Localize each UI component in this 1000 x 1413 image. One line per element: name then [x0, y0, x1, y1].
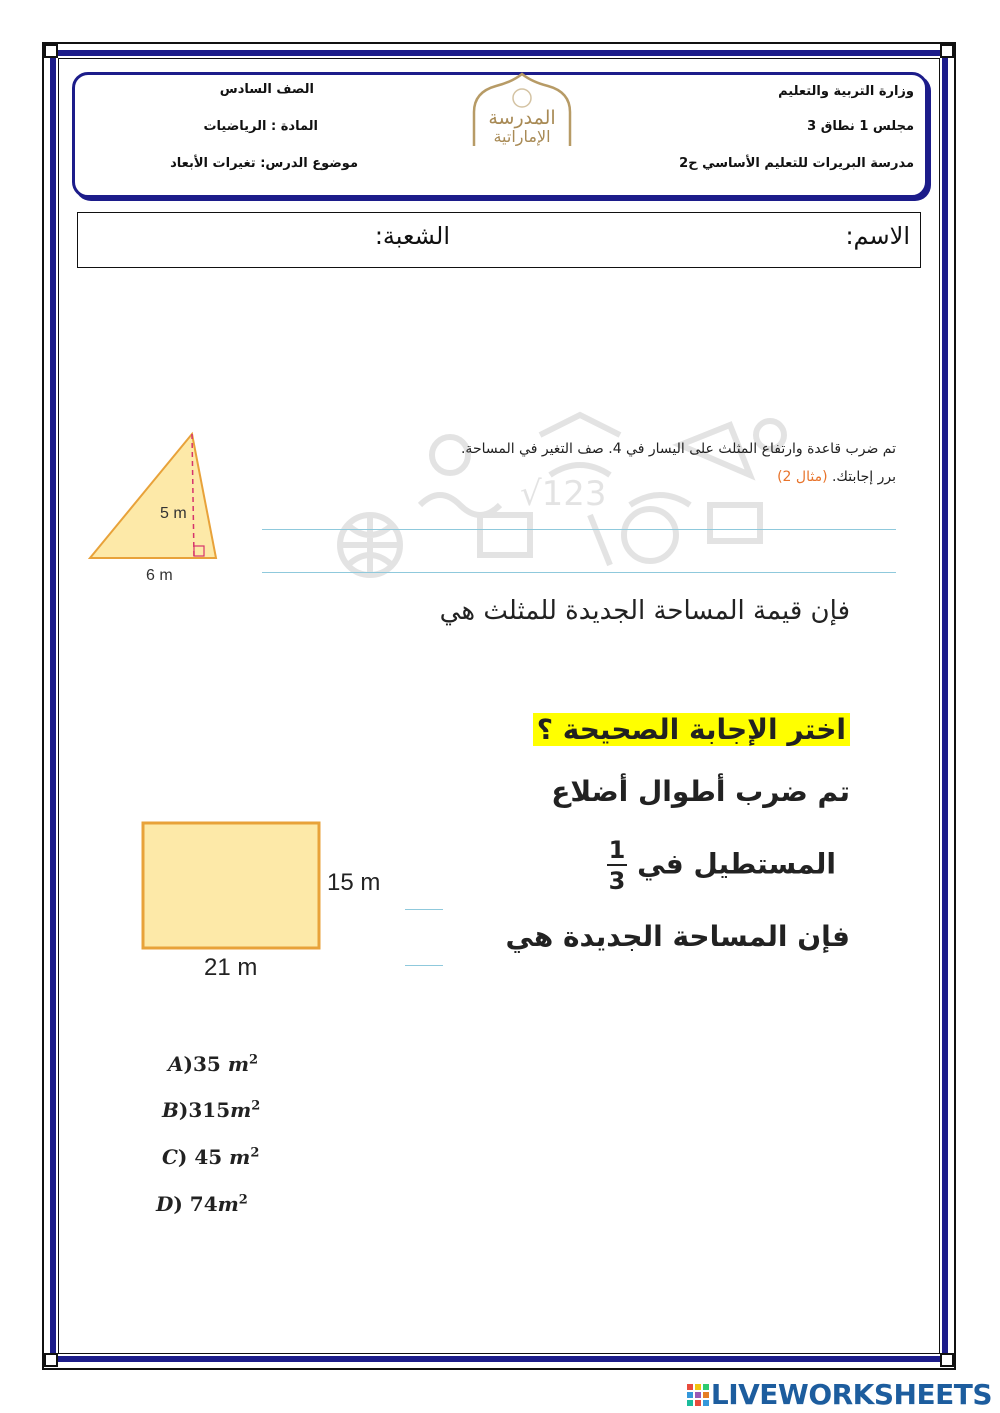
question2-instruction: [533, 713, 850, 746]
question2-line1: تم ضرب أطوال أضلاع: [551, 775, 850, 808]
svg-text:√123: √123: [520, 474, 607, 514]
option-c[interactable]: C) 45 $m^2$: [162, 1145, 260, 1169]
rectangle-shape: [143, 823, 319, 948]
grade-label: الصف السادس: [219, 82, 314, 97]
logo-text-line2: الإماراتية: [493, 127, 551, 146]
triangle-figure: [86, 428, 226, 588]
council-label: مجلس 1 نطاق 3: [807, 119, 914, 134]
name-label: الاسم:: [845, 222, 910, 250]
instruction-highlight: اختر الإجابة الصحيحة ؟: [533, 713, 850, 746]
rect-height-label: 15 m: [327, 869, 381, 896]
subject-label: المادة : الرياضيات: [203, 119, 318, 134]
lesson-topic-label: موضوع الدرس: تغيرات الأبعاد: [170, 156, 358, 171]
question2-line2: [597, 838, 836, 893]
question1-justify: [777, 469, 896, 485]
triangle-height-label: 5 m: [160, 505, 187, 522]
frame-corner: [940, 44, 954, 58]
short-answer-line[interactable]: [405, 909, 443, 910]
example-tag: (مثال 2): [777, 469, 828, 485]
short-answer-line[interactable]: [405, 965, 443, 966]
question1-statement: تم ضرب قاعدة وارتفاع المثلث على اليسار في 4. صف التغير في المساحة.: [460, 441, 896, 457]
triangle-base-label: 6 m: [146, 567, 173, 584]
school-label: مدرسة البريرات للتعليم الأساسي ح2: [679, 156, 914, 171]
education-watermark: [330, 395, 800, 600]
student-info-box: [77, 212, 921, 268]
option-d[interactable]: D) $74m^2$: [156, 1192, 248, 1216]
rectangle-figure: [140, 820, 390, 982]
liveworksheets-logo-icon: [687, 1384, 709, 1406]
frame-corner: [44, 44, 58, 58]
section-label: الشعبة:: [374, 222, 450, 250]
option-a[interactable]: A)35 $m^2$: [168, 1052, 259, 1076]
question2-line2-text: المستطيل في: [637, 847, 836, 881]
frame-corner: [940, 1353, 954, 1367]
answer-line[interactable]: [262, 529, 896, 530]
fraction-numerator: 1: [608, 836, 626, 864]
fraction-one-third: [607, 838, 628, 893]
justify-text: برر إجابتك.: [831, 469, 896, 485]
logo-text-line1: المدرسة: [488, 107, 556, 129]
brand-text: LIVEWORKSHEETS: [710, 1378, 992, 1411]
rect-width-label: 21 m: [204, 954, 258, 981]
option-b[interactable]: $B)315m^2$: [162, 1098, 261, 1122]
triangle-shape: [90, 434, 216, 558]
question2-line3: فإن المساحة الجديدة هي: [505, 920, 850, 953]
fraction-denominator: 3: [608, 867, 626, 895]
liveworksheets-brand[interactable]: [687, 1378, 992, 1411]
frame-corner: [44, 1353, 58, 1367]
answer-line[interactable]: [262, 572, 896, 573]
ministry-label: وزارة التربية والتعليم: [778, 84, 914, 99]
school-logo: [466, 72, 578, 150]
question1-prompt: فإن قيمة المساحة الجديدة للمثلث هي: [439, 596, 850, 626]
